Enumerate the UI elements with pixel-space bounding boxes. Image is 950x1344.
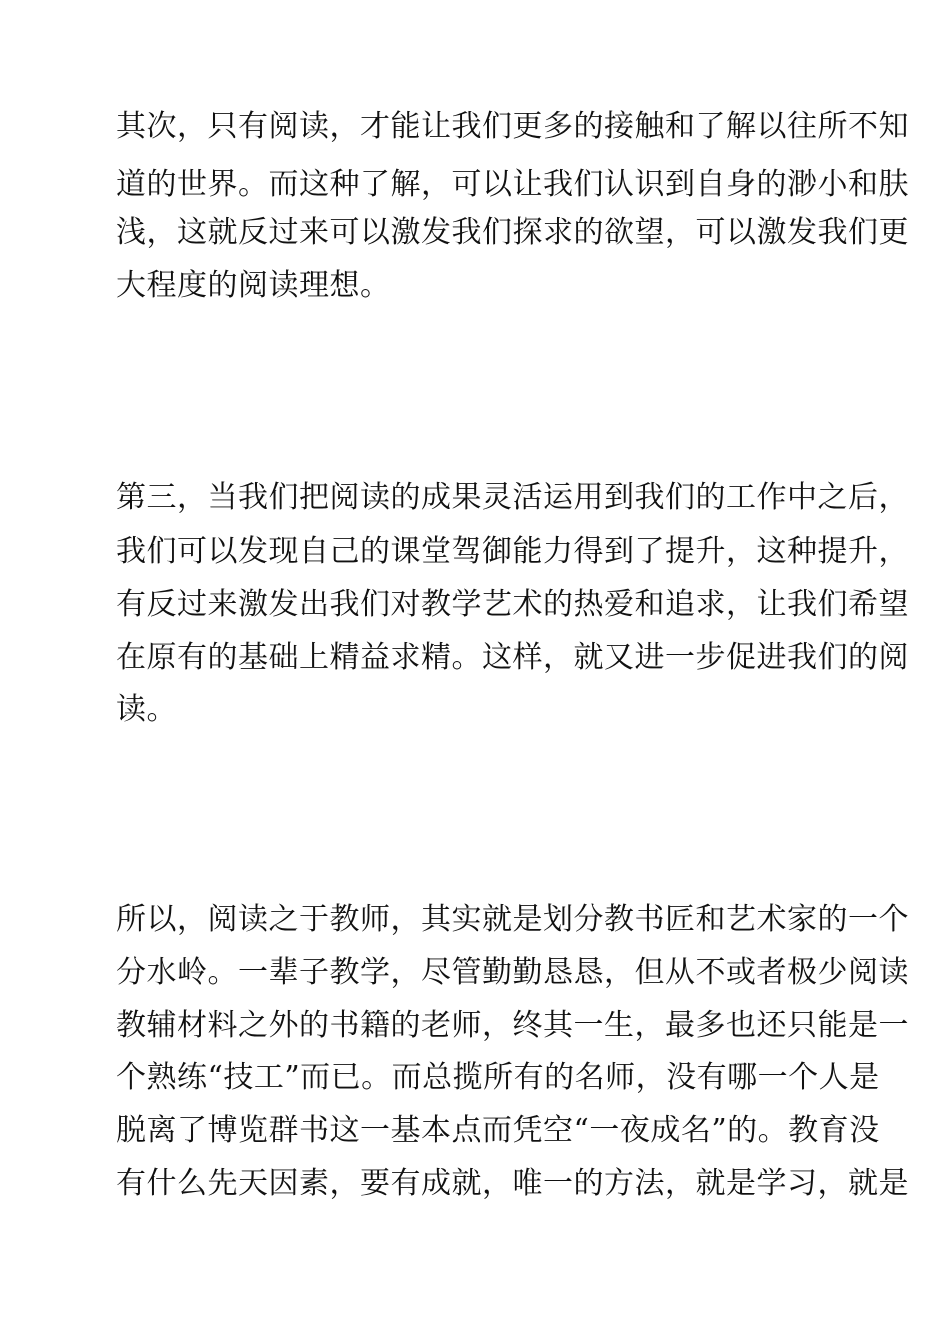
text-line: 我们可以发现自己的课堂驾御能力得到了提升，这种提升， [116,534,909,569]
text-line: 道的世界。而这种了解，可以让我们认识到自身的渺小和肤 [116,167,909,202]
text-line: 其次，只有阅读，才能让我们更多的接触和了解以往所不知 [116,109,909,144]
text-line: 教辅材料之外的书籍的老师，终其一生，最多也还只能是一 [116,1008,909,1043]
text-line: 读。 [116,692,177,727]
text-line: 个熟练“技工”而已。而总揽所有的名师，没有哪一个人是 [116,1060,880,1095]
text-line: 第三，当我们把阅读的成果灵活运用到我们的工作中之后， [116,480,909,515]
text-line: 分水岭。一辈子教学，尽管勤勤恳恳，但从不或者极少阅读 [116,955,909,990]
text-line: 浅，这就反过来可以激发我们探求的欲望，可以激发我们更 [116,215,909,250]
text-line: 所以，阅读之于教师，其实就是划分教书匠和艺术家的一个 [116,902,909,937]
text-line: 有反过来激发出我们对教学艺术的热爱和追求，让我们希望 [116,587,909,622]
text-line: 在原有的基础上精益求精。这样，就又进一步促进我们的阅 [116,640,909,675]
text-line: 脱离了博览群书这一基本点而凭空“一夜成名”的。教育没 [116,1113,880,1148]
text-line: 大程度的阅读理想。 [116,268,391,303]
text-line: 有什么先天因素，要有成就，唯一的方法，就是学习，就是 [116,1166,909,1201]
